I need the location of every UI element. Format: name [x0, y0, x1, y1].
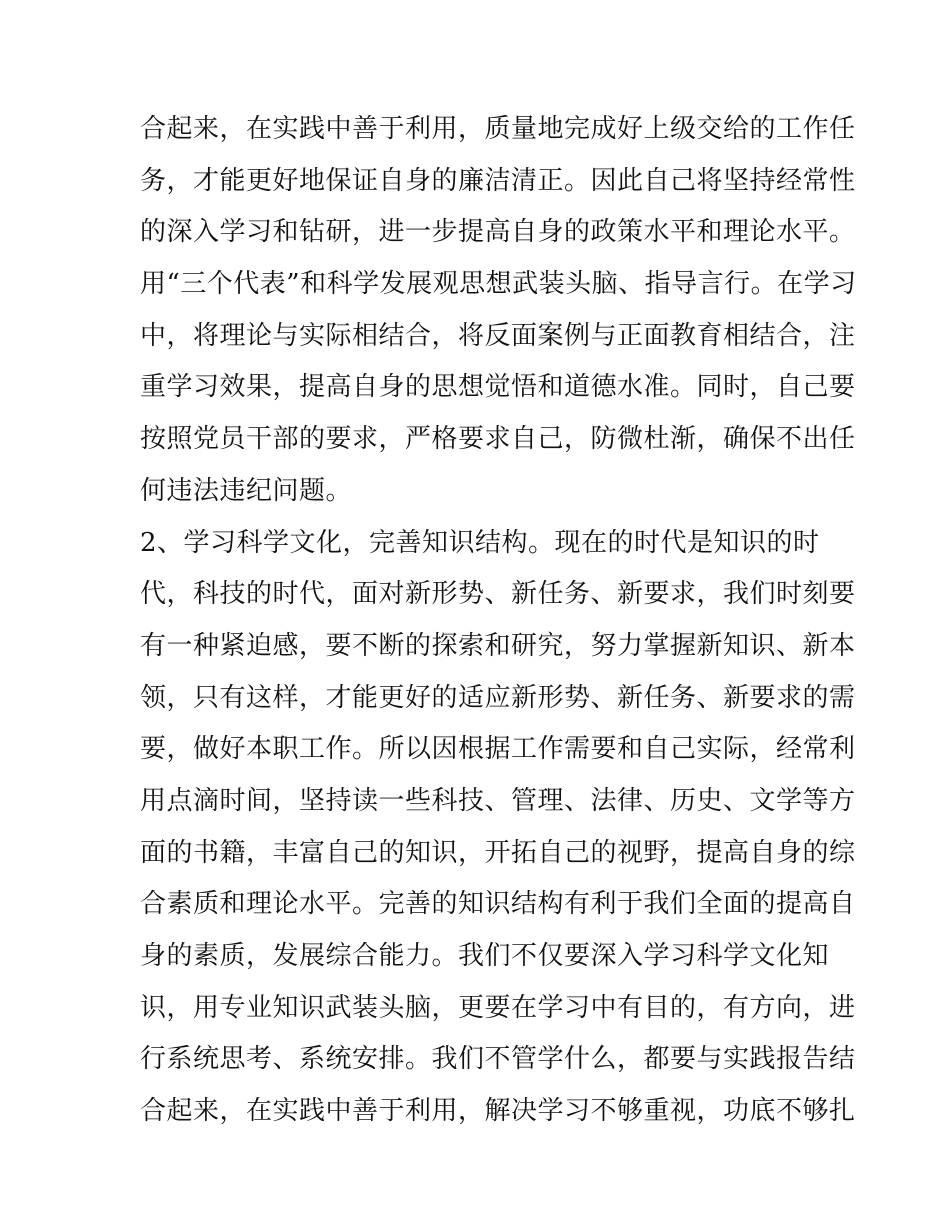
- text-line: 要，做好本职工作。所以因根据工作需要和自己实际，经常利: [140, 734, 856, 765]
- text-line: 何违法违纪问题。: [140, 475, 353, 506]
- document-body: [140, 104, 857, 1138]
- text-line: 有一种紧迫感，要不断的探索和研究，努力掌握新知识、新本: [140, 630, 856, 661]
- text-line: 用“三个代表”和科学发展观思想武装头脑、指导言行。在学习: [140, 269, 857, 300]
- text-line: 重学习效果，提高自身的思想觉悟和道德水准。同时，自己要: [140, 372, 856, 403]
- text-line: 按照党员干部的要求，严格要求自己，防微杜渐，确保不出任: [140, 424, 856, 455]
- section-heading-line: 2、学习科学文化，完善知识结构。现在的时代是知识的时: [140, 527, 820, 558]
- text-line: 识，用专业知识武装头脑，更要在学习中有目的，有方向，进: [140, 992, 856, 1023]
- text-line: 合起来，在实践中善于利用，质量地完成好上级交给的工作任: [140, 114, 856, 144]
- text-line: 合起来，在实践中善于利用，解决学习不够重视，功底不够扎: [140, 1096, 856, 1127]
- text-line: 中，将理论与实际相结合，将反面案例与正面教育相结合，注: [140, 320, 856, 351]
- text-line: 代，科技的时代，面对新形势、新任务、新要求，我们时刻要: [140, 579, 856, 610]
- text-line: 领，只有这样，才能更好的适应新形势、新任务、新要求的需: [140, 682, 856, 713]
- text-line: 用点滴时间，坚持读一些科技、管理、法律、历史、文学等方: [140, 785, 856, 816]
- text-line: 行系统思考、系统安排。我们不管学什么，都要与实践报告结: [140, 1044, 856, 1075]
- text-line: 面的书籍，丰富自己的知识，开拓自己的视野，提高自身的综: [140, 837, 856, 868]
- text-line: 身的素质，发展综合能力。我们不仅要深入学习科学文化知: [140, 941, 830, 971]
- text-line: 务，才能更好地保证自身的廉洁清正。因此自己将坚持经常性: [140, 165, 856, 196]
- text-line: 合素质和理论水平。完善的知识结构有利于我们全面的提高自: [140, 889, 856, 920]
- text-line: 的深入学习和钻研，进一步提高自身的政策水平和理论水平。: [140, 217, 856, 248]
